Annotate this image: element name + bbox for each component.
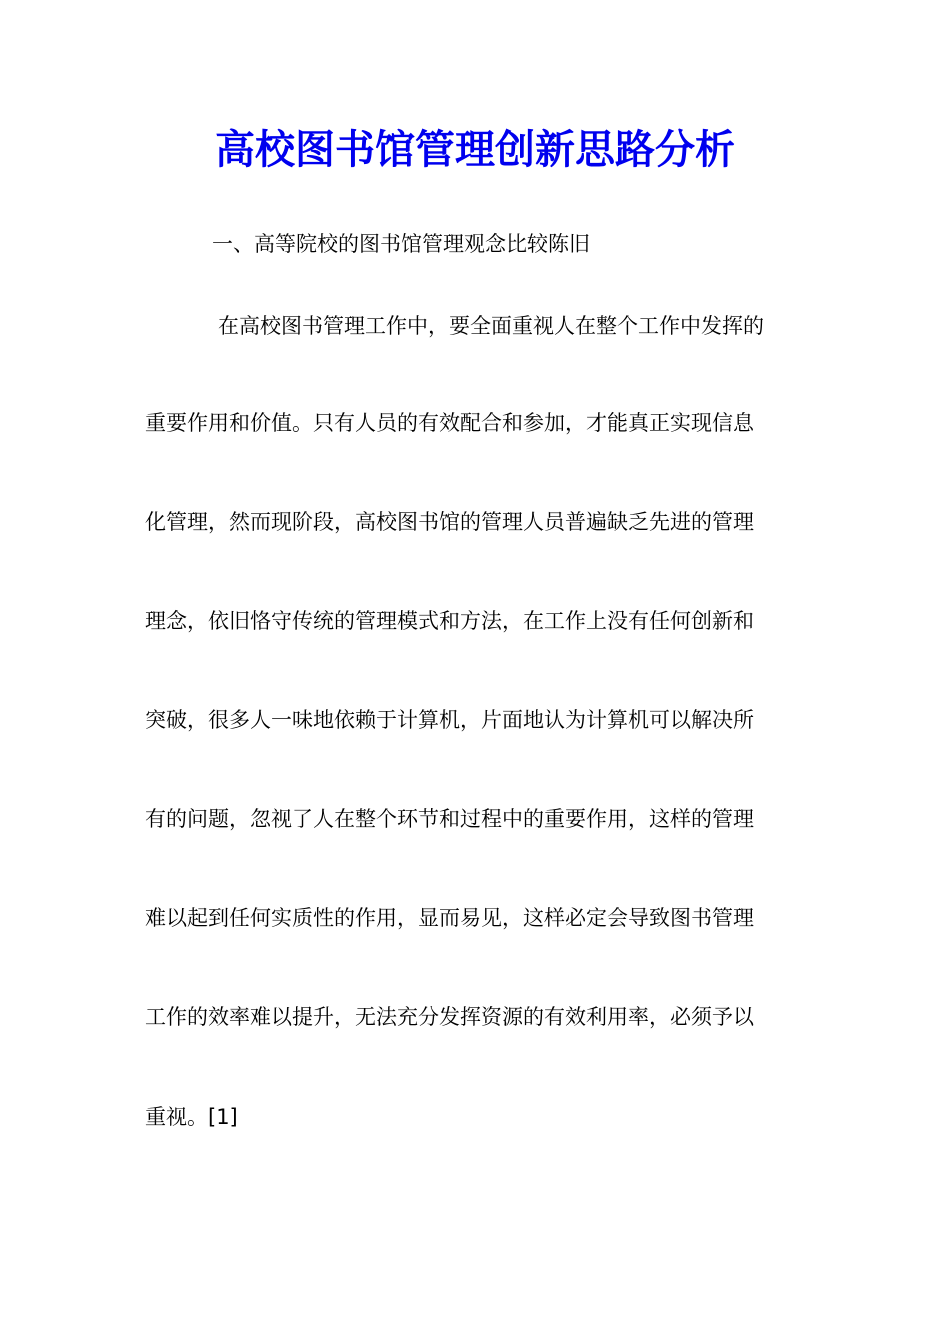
paragraph-line: 重要作用和价值。只有人员的有效配合和参加，才能真正实现信息 [145, 411, 754, 435]
section-heading: 一、高等院校的图书馆管理观念比较陈旧 [212, 232, 590, 256]
paragraph-line: 化管理，然而现阶段，高校图书馆的管理人员普遍缺乏先进的管理 [145, 510, 754, 534]
paragraph-line: 工作的效率难以提升，无法充分发挥资源的有效利用率，必须予以 [145, 1005, 754, 1029]
paragraph-line: 重视。[1] [145, 1105, 238, 1129]
paragraph-line: 理念，依旧恪守传统的管理模式和方法，在工作上没有任何创新和 [145, 609, 754, 633]
paragraph-line: 在高校图书管理工作中，要全面重视人在整个工作中发挥的 [218, 314, 764, 338]
paragraph-line: 有的问题，忽视了人在整个环节和过程中的重要作用，这样的管理 [145, 807, 754, 831]
paragraph-line: 难以起到任何实质性的作用，显而易见，这样必定会导致图书管理 [145, 906, 754, 930]
paragraph-line: 突破，很多人一味地依赖于计算机，片面地认为计算机可以解决所 [145, 708, 754, 732]
document-title: 高校图书馆管理创新思路分析 [215, 126, 735, 173]
